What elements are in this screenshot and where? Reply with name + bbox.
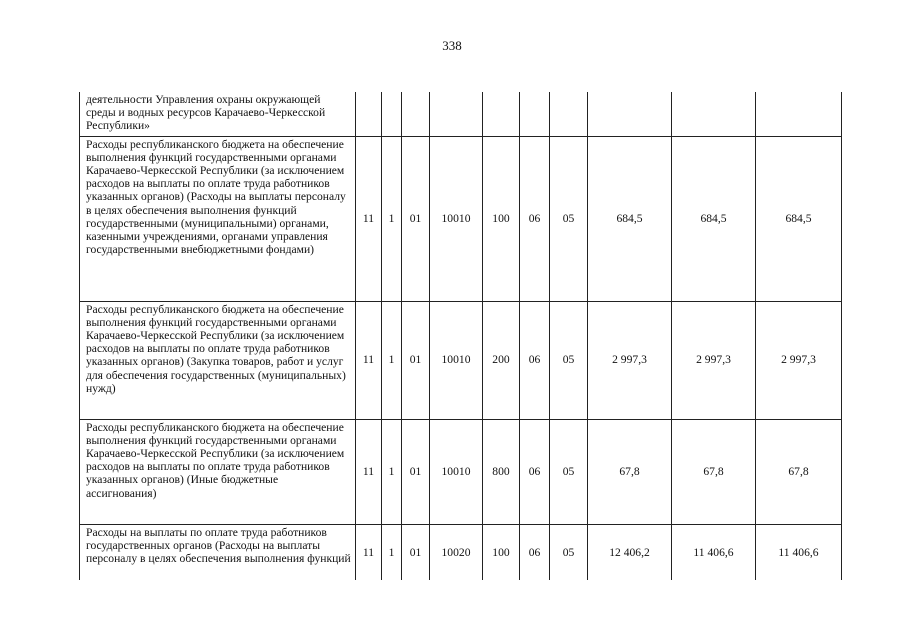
code-subprogram: 1: [382, 136, 402, 301]
amount-year-1: 2 997,3: [588, 301, 672, 419]
code-direction: 10020: [430, 524, 483, 580]
code-program: [356, 92, 382, 136]
budget-table: [79, 92, 842, 580]
page-number: 338: [442, 38, 462, 53]
amount-year-3: 684,5: [756, 136, 842, 301]
amount-year-2: 2 997,3: [672, 301, 756, 419]
amount-year-2: [672, 92, 756, 136]
code-subsection: [550, 92, 588, 136]
code-subprogram: 1: [382, 301, 402, 419]
row-description: Расходы республиканского бюджета на обеспечение выполнения функций государственными органами Карачаево-Черкесской Республики (за исключением расходов на выплаты по оплате труда работников указанных органов) (Расходы на выплаты персоналу в целях обеспечения выполнения функций государственными (муниципальными) органами, казенными учреждениями, органами управления государственными внебюджетными фондами): [80, 136, 356, 301]
amount-year-1: [588, 92, 672, 136]
code-main-event: 01: [402, 136, 430, 301]
code-main-event: [402, 92, 430, 136]
code-expense-type: [483, 92, 520, 136]
row-description: деятельности Управления охраны окружающей среды и водных ресурсов Карачаево-Черкесской Республики»: [80, 92, 356, 136]
code-section: 06: [520, 524, 550, 580]
code-expense-type: 800: [483, 419, 520, 524]
code-subprogram: 1: [382, 524, 402, 580]
row-description: Расходы республиканского бюджета на обеспечение выполнения функций государственными органами Карачаево-Черкесской Республики (за исключением расходов на выплаты по оплате труда работников указанных органов) (Закупка товаров, работ и услуг для обеспечения государственных (муниципальных) нужд): [80, 301, 356, 419]
code-expense-type: 200: [483, 301, 520, 419]
code-subprogram: [382, 92, 402, 136]
code-program: 11: [356, 524, 382, 580]
code-section: 06: [520, 301, 550, 419]
code-direction: 10010: [430, 301, 483, 419]
code-main-event: 01: [402, 419, 430, 524]
table-row: [80, 92, 842, 136]
amount-year-1: 12 406,2: [588, 524, 672, 580]
amount-year-3: [756, 92, 842, 136]
code-expense-type: 100: [483, 524, 520, 580]
code-section: 06: [520, 419, 550, 524]
code-subprogram: 1: [382, 419, 402, 524]
amount-year-3: 11 406,6: [756, 524, 842, 580]
code-main-event: 01: [402, 524, 430, 580]
amount-year-2: 67,8: [672, 419, 756, 524]
code-section: [520, 92, 550, 136]
code-section: 06: [520, 136, 550, 301]
amount-year-3: 2 997,3: [756, 301, 842, 419]
amount-year-2: 684,5: [672, 136, 756, 301]
table-row: [80, 524, 842, 580]
amount-year-3: 67,8: [756, 419, 842, 524]
table-row: [80, 419, 842, 524]
code-program: 11: [356, 136, 382, 301]
code-subsection: 05: [550, 524, 588, 580]
code-direction: [430, 92, 483, 136]
table-row: [80, 136, 842, 301]
row-description: Расходы республиканского бюджета на обеспечение выполнения функций государственными органами Карачаево-Черкесской Республики (за исключением расходов на выплаты по оплате труда работников указанных органов) (Иные бюджетные ассигнования): [80, 419, 356, 524]
code-subsection: 05: [550, 136, 588, 301]
code-subsection: 05: [550, 419, 588, 524]
code-direction: 10010: [430, 136, 483, 301]
code-program: 11: [356, 419, 382, 524]
table-row: [80, 301, 842, 419]
code-direction: 10010: [430, 419, 483, 524]
amount-year-1: 684,5: [588, 136, 672, 301]
amount-year-1: 67,8: [588, 419, 672, 524]
code-expense-type: 100: [483, 136, 520, 301]
row-description: Расходы на выплаты по оплате труда работников государственных органов (Расходы на выплаты персоналу в целях обеспечения выполнения функций: [80, 524, 356, 580]
code-main-event: 01: [402, 301, 430, 419]
code-program: 11: [356, 301, 382, 419]
amount-year-2: 11 406,6: [672, 524, 756, 580]
code-subsection: 05: [550, 301, 588, 419]
